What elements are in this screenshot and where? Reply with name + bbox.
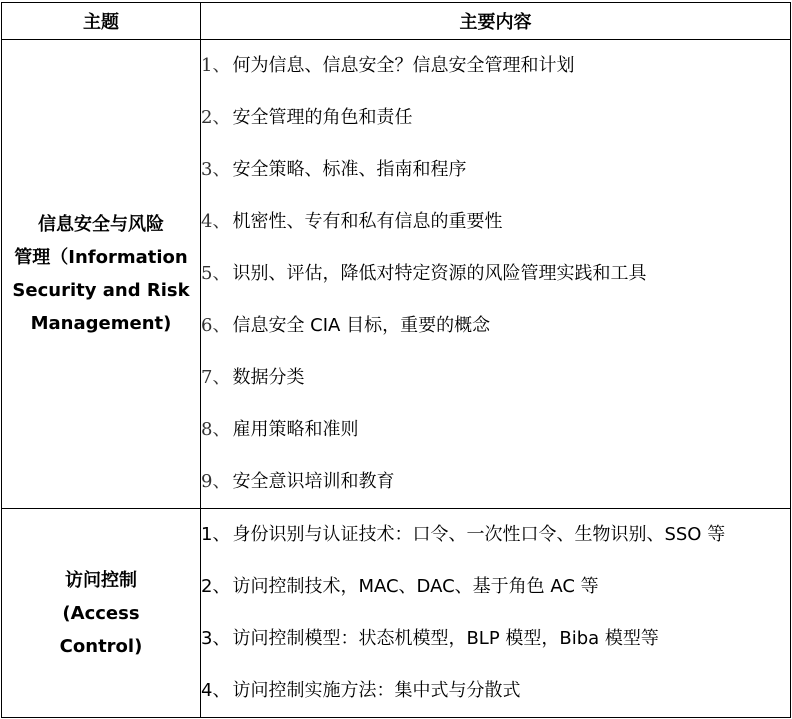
list-item xyxy=(201,300,790,352)
list-item xyxy=(201,92,790,144)
list-item xyxy=(201,248,790,300)
item-number: 4、 xyxy=(201,211,231,232)
item-text: 访问控制模型：状态机模型，BLP 模型，Biba 模型等 xyxy=(232,628,659,649)
item-number: 3、 xyxy=(201,159,231,180)
list-item xyxy=(201,561,790,613)
syllabus-table xyxy=(1,2,791,718)
header-topic: 主题 xyxy=(2,3,201,40)
topic-line: 访问控制 xyxy=(65,569,137,591)
item-text: 信息安全 CIA 目标，重要的概念 xyxy=(232,315,491,336)
item-text: 识别、评估，降低对特定资源的风险管理实践和工具 xyxy=(232,263,647,284)
topic-line: 信息安全与风险 xyxy=(38,214,164,235)
item-text: 访问控制实施方法：集中式与分散式 xyxy=(232,680,521,701)
item-text: 身份识别与认证技术：口令、一次性口令、生物识别、SSO 等 xyxy=(232,524,726,545)
content-cell xyxy=(201,40,791,509)
topic-line: Management) xyxy=(30,313,172,334)
item-number: 6、 xyxy=(201,315,231,336)
list-item xyxy=(201,144,790,196)
list-item xyxy=(201,404,790,456)
list-item xyxy=(201,40,790,92)
item-number: 2、 xyxy=(201,576,231,597)
item-number: 7、 xyxy=(201,367,231,388)
topic-line: Security and Risk xyxy=(12,280,190,301)
list-item xyxy=(201,352,790,404)
list-item xyxy=(201,196,790,248)
item-number: 3、 xyxy=(201,628,231,649)
section-row-access-control xyxy=(2,509,791,718)
item-text: 访问控制技术，MAC、DAC、基于角色 AC 等 xyxy=(232,576,599,597)
list-item xyxy=(201,509,790,561)
topic-cell xyxy=(2,40,201,509)
item-text: 雇用策略和准则 xyxy=(232,419,359,440)
item-text: 机密性、专有和私有信息的重要性 xyxy=(232,211,503,232)
item-text: 数据分类 xyxy=(232,367,305,388)
item-text: 安全管理的角色和责任 xyxy=(232,107,413,128)
item-number: 4、 xyxy=(201,680,231,701)
item-number: 1、 xyxy=(201,524,231,545)
item-number: 8、 xyxy=(201,419,231,440)
content-cell xyxy=(201,509,791,718)
item-number: 5、 xyxy=(201,263,231,284)
header-content: 主要内容 xyxy=(201,3,791,40)
list-item xyxy=(201,665,790,717)
item-text: 何为信息、信息安全？信息安全管理和计划 xyxy=(232,55,575,76)
item-text: 安全策略、标准、指南和程序 xyxy=(232,159,467,180)
section-row-risk-management xyxy=(2,40,791,509)
topic-cell xyxy=(2,509,201,718)
topic-line: Control) xyxy=(59,635,143,657)
list-item xyxy=(201,456,790,508)
topic-line: 管理（Information xyxy=(14,247,188,268)
topic-line: (Access xyxy=(62,602,140,624)
item-number: 9、 xyxy=(201,471,231,492)
header-row xyxy=(2,3,791,40)
item-text: 安全意识培训和教育 xyxy=(232,471,395,492)
item-number: 1、 xyxy=(201,55,231,76)
list-item xyxy=(201,613,790,665)
item-number: 2、 xyxy=(201,107,231,128)
